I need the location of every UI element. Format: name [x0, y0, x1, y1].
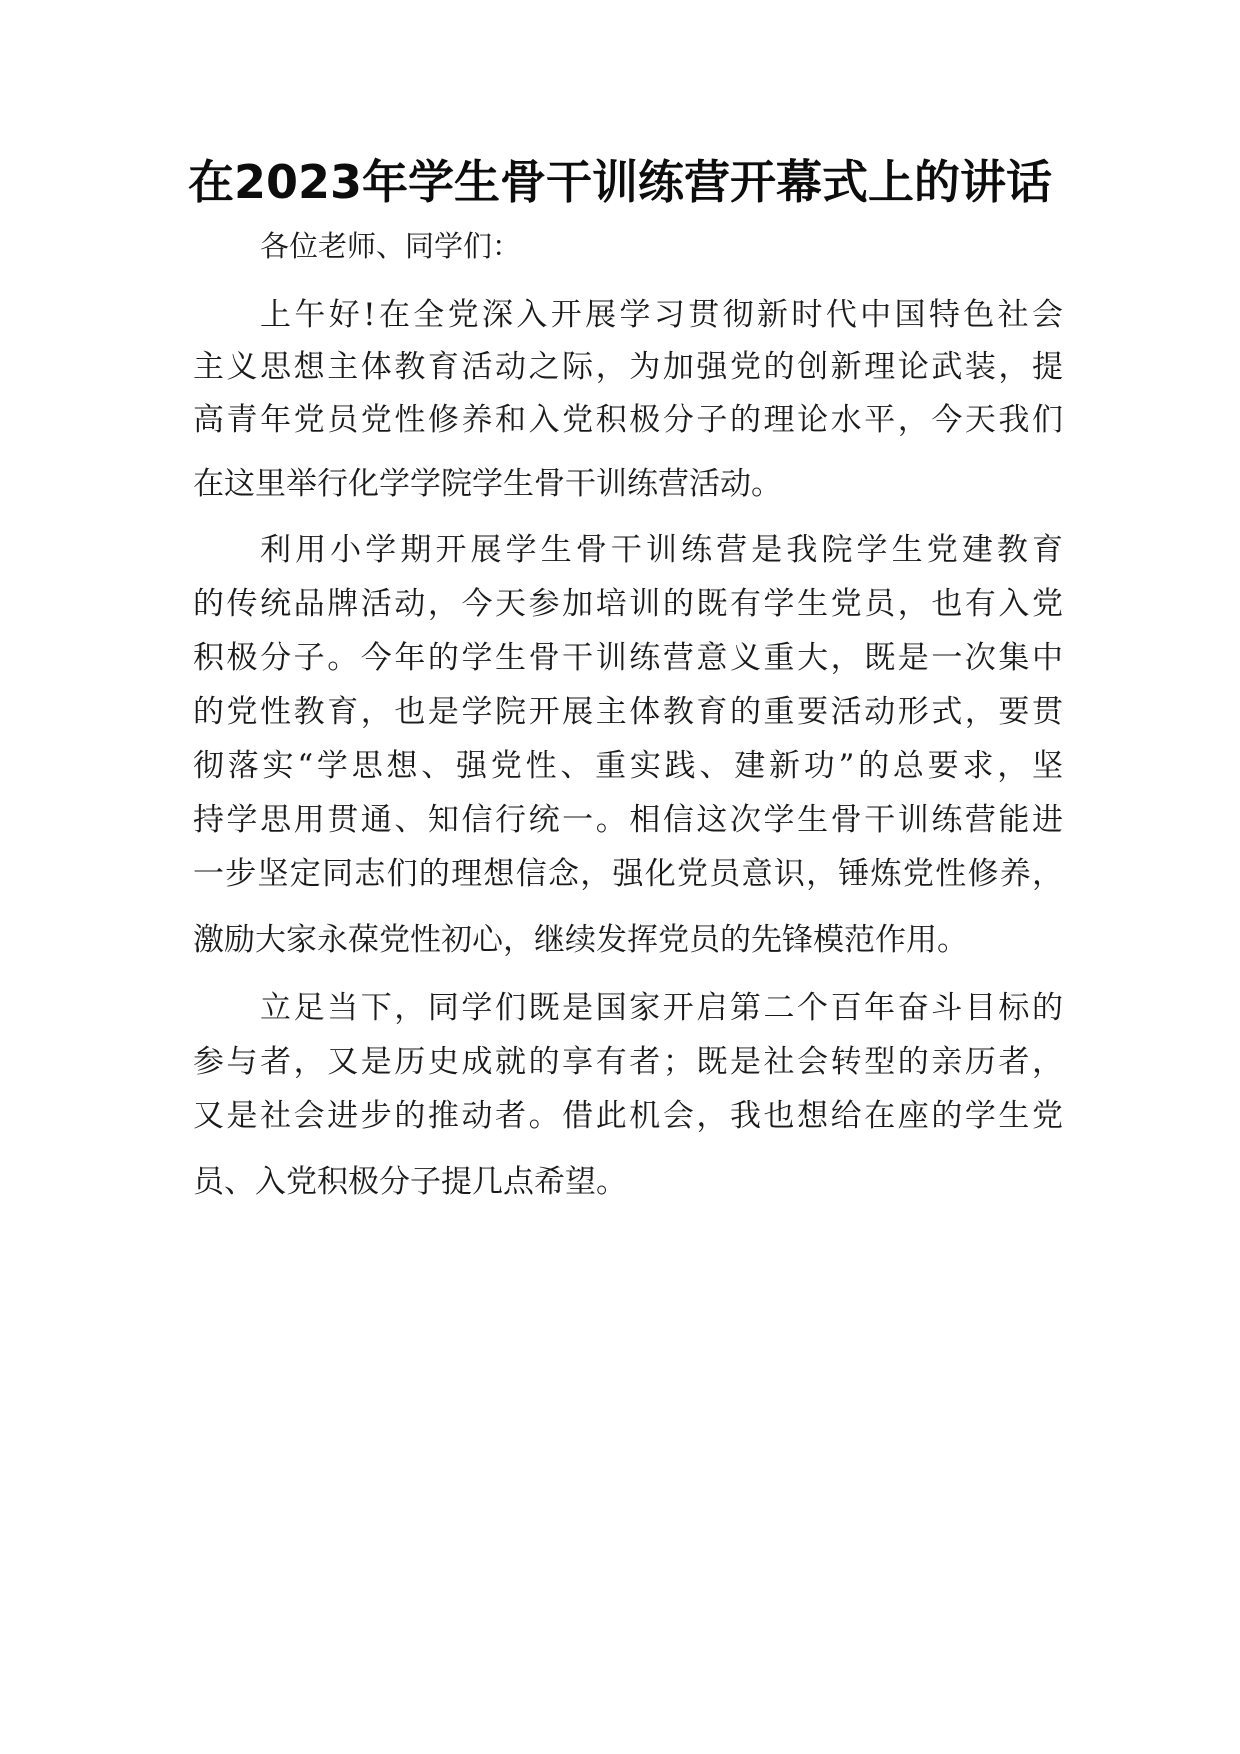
paragraph-2-line-3: 积极分子。今年的学生骨干训练营意义重大，既是一次集中	[193, 640, 1063, 676]
paragraph-3-line-1: 立足当下，同学们既是国家开启第二个百年奋斗目标的	[260, 990, 1063, 1026]
paragraph-3-line-3: 又是社会进步的推动者。借此机会，我也想给在座的学生党	[193, 1098, 1063, 1134]
paragraph-1-line-4: 在这里举行化学学院学生骨干训练营活动。	[193, 466, 782, 502]
paragraph-2-line-1: 利用小学期开展学生骨干训练营是我院学生党建教育	[260, 532, 1063, 568]
page-title: 在2023年学生骨干训练营开幕式上的讲话	[187, 155, 1053, 209]
paragraph-2-line-8: 激励大家永葆党性初心，继续发挥党员的先锋模范作用。	[193, 922, 968, 958]
paragraph-1-line-2: 主义思想主体教育活动之际，为加强党的创新理论武装，提	[193, 349, 1063, 385]
paragraph-3-line-4: 员、入党积极分子提几点希望。	[193, 1164, 627, 1200]
paragraph-2-line-4: 的党性教育，也是学院开展主体教育的重要活动形式，要贯	[193, 694, 1063, 730]
paragraph-3-line-2: 参与者，又是历史成就的享有者；既是社会转型的亲历者，	[193, 1044, 1063, 1080]
paragraph-1-line-3: 高青年党员党性修养和入党积极分子的理论水平，今天我们	[193, 402, 1063, 438]
paragraph-2-line-5: 彻落实“学思想、强党性、重实践、建新功”的总要求，坚	[193, 748, 1063, 784]
greeting: 各位老师、同学们：	[260, 229, 522, 263]
paragraph-2-line-2: 的传统品牌活动，今天参加培训的既有学生党员，也有入党	[193, 586, 1063, 622]
paragraph-1-line-1: 上午好!在全党深入开展学习贯彻新时代中国特色社会	[260, 297, 1063, 333]
paragraph-2-line-6: 持学思用贯通、知信行统一。相信这次学生骨干训练营能进	[193, 802, 1063, 838]
paragraph-2-line-7: 一步坚定同志们的理想信念，强化党员意识，锤炼党性修养，	[193, 856, 1063, 892]
